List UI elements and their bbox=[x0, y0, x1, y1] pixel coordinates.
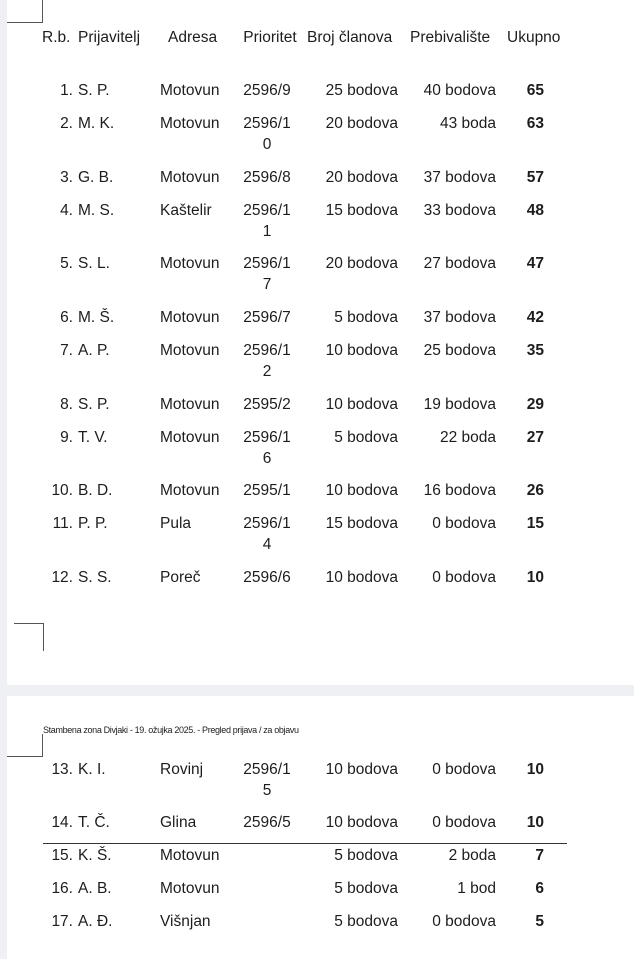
total-points: 5 bbox=[535, 913, 544, 930]
row-number: 2. bbox=[60, 115, 73, 132]
applicant-initials: S. P. bbox=[78, 82, 110, 99]
members-points: 15 bodova bbox=[325, 202, 398, 219]
table-row bbox=[7, 567, 634, 613]
crop-mark-top bbox=[7, 756, 43, 757]
members-points: 25 bodova bbox=[325, 82, 398, 99]
residence-points: 0 bodova bbox=[432, 913, 496, 930]
total-points: 7 bbox=[535, 847, 544, 864]
row-number: 3. bbox=[60, 169, 73, 186]
residence-points: 27 bodova bbox=[423, 255, 496, 272]
priority-cell: 2596/14 bbox=[243, 515, 291, 553]
row-number: 5. bbox=[60, 255, 73, 272]
header-priority: Prioritet bbox=[243, 29, 297, 46]
row-number: 15. bbox=[51, 847, 73, 864]
header-rb: R.b. bbox=[42, 29, 71, 46]
priority-cell: 2595/1 bbox=[243, 482, 291, 499]
header-address: Adresa bbox=[168, 29, 218, 46]
members-points: 20 bodova bbox=[325, 169, 398, 186]
page-footer-note: Stambena zona Divjaki - 19. ožujka 2025. - Pregled prijava / za objavu bbox=[43, 725, 299, 735]
applicant-initials: M. Š. bbox=[78, 309, 115, 326]
total-points: 65 bbox=[526, 82, 544, 99]
priority-cell: 2596/8 bbox=[243, 169, 291, 186]
applicant-initials: T. Č. bbox=[78, 814, 110, 831]
address-cell: Motovun bbox=[160, 115, 220, 132]
total-points: 42 bbox=[526, 309, 544, 326]
header-members: Broj članova bbox=[307, 29, 393, 46]
address-cell: Motovun bbox=[160, 396, 220, 413]
applicant-initials: B. D. bbox=[78, 482, 113, 499]
applicant-initials: K. Š. bbox=[78, 847, 112, 864]
priority-cell: 2596/15 bbox=[243, 761, 291, 799]
total-points: 10 bbox=[526, 814, 544, 831]
members-points: 5 bodova bbox=[334, 309, 398, 326]
row-number: 6. bbox=[60, 309, 73, 326]
address-cell: Motovun bbox=[160, 255, 220, 272]
applicant-initials: M. K. bbox=[78, 115, 115, 132]
members-points: 10 bodova bbox=[325, 482, 398, 499]
total-points: 29 bbox=[526, 396, 544, 413]
row-number: 16. bbox=[51, 880, 73, 897]
address-cell: Rovinj bbox=[160, 761, 204, 778]
members-points: 5 bodova bbox=[334, 847, 398, 864]
total-points: 15 bbox=[526, 515, 544, 532]
members-points: 10 bodova bbox=[325, 342, 398, 359]
crop-mark-top bbox=[42, 0, 43, 22]
total-points: 6 bbox=[535, 880, 544, 897]
row-number: 13. bbox=[51, 761, 73, 778]
row-number: 4. bbox=[60, 202, 73, 219]
table-row bbox=[7, 427, 634, 473]
residence-points: 16 bodova bbox=[423, 482, 496, 499]
residence-points: 43 boda bbox=[439, 115, 496, 132]
priority-cell: 2596/7 bbox=[243, 309, 291, 326]
residence-points: 37 bodova bbox=[423, 309, 496, 326]
address-cell: Višnjan bbox=[160, 913, 211, 930]
members-points: 10 bodova bbox=[325, 761, 398, 778]
members-points: 5 bodova bbox=[334, 429, 398, 446]
address-cell: Pula bbox=[160, 515, 192, 532]
table-row bbox=[7, 340, 634, 386]
table-row bbox=[7, 759, 634, 805]
address-cell: Motovun bbox=[160, 429, 220, 446]
priority-cell: 2596/17 bbox=[243, 255, 291, 293]
row-number: 11. bbox=[52, 515, 73, 532]
header-applicant: Prijavitelj bbox=[78, 29, 141, 46]
residence-points: 0 bodova bbox=[432, 761, 496, 778]
members-points: 10 bodova bbox=[325, 396, 398, 413]
table-row bbox=[7, 200, 634, 246]
address-cell: Motovun bbox=[160, 82, 220, 99]
address-cell: Kaštelir bbox=[160, 202, 212, 219]
total-points: 10 bbox=[526, 761, 544, 778]
residence-points: 25 bodova bbox=[423, 342, 496, 359]
total-points: 10 bbox=[526, 569, 544, 586]
row-number: 17. bbox=[51, 913, 73, 930]
total-points: 47 bbox=[526, 255, 544, 272]
priority-cell: 2596/11 bbox=[243, 202, 291, 240]
table-row bbox=[7, 113, 634, 159]
total-points: 27 bbox=[526, 429, 544, 446]
applicant-initials: S. L. bbox=[78, 255, 110, 272]
priority-cell: 2595/2 bbox=[243, 396, 291, 413]
residence-points: 19 bodova bbox=[423, 396, 496, 413]
applicant-initials: T. V. bbox=[78, 429, 108, 446]
members-points: 20 bodova bbox=[325, 255, 398, 272]
row-number: 12. bbox=[51, 569, 73, 586]
total-points: 63 bbox=[526, 115, 544, 132]
document-page-2 bbox=[7, 696, 634, 959]
priority-cell: 2596/16 bbox=[243, 429, 291, 467]
residence-points: 22 boda bbox=[439, 429, 496, 446]
applicant-initials: S. S. bbox=[78, 569, 112, 586]
table-header bbox=[7, 27, 634, 73]
crop-mark-bottom bbox=[43, 623, 44, 651]
members-points: 20 bodova bbox=[325, 115, 398, 132]
priority-cell: 2596/5 bbox=[243, 814, 291, 831]
priority-cell: 2596/6 bbox=[243, 569, 291, 586]
row-number: 7. bbox=[60, 342, 73, 359]
row-number: 1. bbox=[60, 82, 73, 99]
address-cell: Motovun bbox=[160, 342, 220, 359]
table-row bbox=[7, 513, 634, 559]
row-number: 14. bbox=[51, 814, 73, 831]
priority-cell: 2596/10 bbox=[243, 115, 291, 153]
table-rule bbox=[43, 843, 567, 844]
document-page-1 bbox=[7, 0, 634, 685]
members-points: 5 bodova bbox=[334, 913, 398, 930]
applicant-initials: M. S. bbox=[78, 202, 115, 219]
crop-mark-top bbox=[7, 22, 43, 23]
row-number: 10. bbox=[51, 482, 73, 499]
members-points: 5 bodova bbox=[334, 880, 398, 897]
total-points: 26 bbox=[526, 482, 544, 499]
applicant-initials: G. B. bbox=[78, 169, 114, 186]
header-residence: Prebivalište bbox=[410, 29, 491, 46]
address-cell: Glina bbox=[160, 814, 197, 831]
members-points: 15 bodova bbox=[325, 515, 398, 532]
members-points: 10 bodova bbox=[325, 569, 398, 586]
table-row bbox=[7, 911, 634, 957]
priority-cell: 2596/12 bbox=[243, 342, 291, 380]
members-points: 10 bodova bbox=[325, 814, 398, 831]
applicant-initials: K. I. bbox=[78, 761, 106, 778]
residence-points: 0 bodova bbox=[432, 515, 496, 532]
address-cell: Motovun bbox=[160, 847, 220, 864]
header-total: Ukupno bbox=[507, 29, 561, 46]
address-cell: Poreč bbox=[160, 569, 201, 586]
applicant-initials: P. P. bbox=[78, 515, 108, 532]
address-cell: Motovun bbox=[160, 309, 220, 326]
address-cell: Motovun bbox=[160, 169, 220, 186]
applicant-initials: A. Đ. bbox=[78, 913, 113, 930]
residence-points: 0 bodova bbox=[432, 569, 496, 586]
crop-mark-bottom bbox=[14, 623, 44, 624]
address-cell: Motovun bbox=[160, 880, 220, 897]
residence-points: 1 bod bbox=[457, 880, 496, 897]
address-cell: Motovun bbox=[160, 482, 220, 499]
residence-points: 0 bodova bbox=[432, 814, 496, 831]
priority-cell: 2596/9 bbox=[243, 82, 291, 99]
crop-mark-top bbox=[42, 734, 43, 756]
applicant-initials: A. B. bbox=[78, 880, 112, 897]
total-points: 35 bbox=[526, 342, 544, 359]
total-points: 48 bbox=[526, 202, 544, 219]
residence-points: 37 bodova bbox=[423, 169, 496, 186]
table-row bbox=[7, 253, 634, 299]
residence-points: 33 bodova bbox=[423, 202, 496, 219]
applicant-initials: S. P. bbox=[78, 396, 110, 413]
residence-points: 40 bodova bbox=[423, 82, 496, 99]
total-points: 57 bbox=[526, 169, 544, 186]
residence-points: 2 boda bbox=[448, 847, 496, 864]
row-number: 8. bbox=[60, 396, 73, 413]
row-number: 9. bbox=[60, 429, 73, 446]
applicant-initials: A. P. bbox=[78, 342, 110, 359]
